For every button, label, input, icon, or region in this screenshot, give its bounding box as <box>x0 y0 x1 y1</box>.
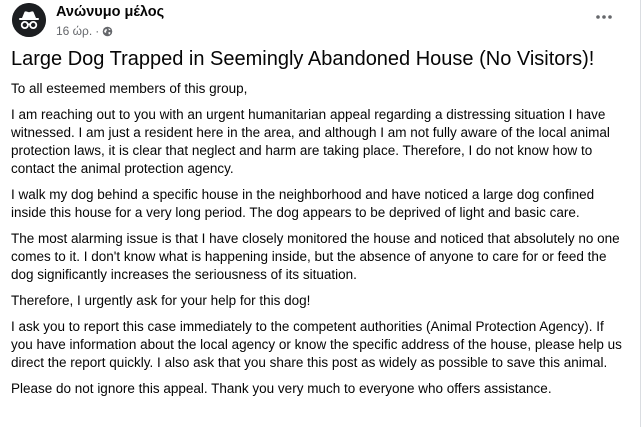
post-header <box>12 3 628 37</box>
post-paragraph: I walk my dog behind a specific house in the neighborhood and have noticed a large dog confined inside this house for a very long period. The dog appears to be deprived of light and basic care. <box>11 187 595 220</box>
post-paragraph: To all esteemed members of this group, <box>11 81 248 96</box>
post-paragraph: Please do not ignore this appeal. Thank you very much to everyone who offers assistance. <box>11 381 552 396</box>
more-options-icon <box>596 15 612 19</box>
globe-icon <box>102 26 113 37</box>
post-paragraph: I ask you to report this case immediately to the competent authorities (Animal Protection Agency). If you have information about the local agency or know the specific address of the house, please help us direct the report quickly. I also ask that you share this post as widely as possible to save this animal. <box>11 319 622 370</box>
more-options-button[interactable] <box>594 7 614 27</box>
meta-separator: · <box>95 24 100 38</box>
post-paragraph: Therefore, I urgently ask for your help for this dog! <box>11 293 311 308</box>
post-paragraph: The most alarming issue is that I have closely monitored the house and noticed that absolutely no one comes to it. I don't know what is happening inside, but the absence of anyone to care for or feed the dog significantly increases the seriousness of its situation. <box>11 231 620 282</box>
post-title: Large Dog Trapped in Seemingly Abandoned House (No Visitors)! <box>11 48 595 70</box>
incognito-icon <box>12 3 46 37</box>
post-timestamp[interactable]: 16 ώρ. <box>56 24 93 38</box>
anonymous-member-avatar[interactable] <box>12 3 46 37</box>
author-name[interactable]: Ανώνυμο μέλος <box>56 4 165 20</box>
post-paragraph: I am reaching out to you with an urgent humanitarian appeal regarding a distressing situation I have witnessed. I am just a resident here in the area, and although I am not fully aware of the local animal protection laws, it is clear that neglect and harm are taking place. Therefore, I do not know how to contact the animal protection agency. <box>11 107 610 176</box>
post-meta <box>56 24 113 38</box>
post-body <box>11 47 629 406</box>
